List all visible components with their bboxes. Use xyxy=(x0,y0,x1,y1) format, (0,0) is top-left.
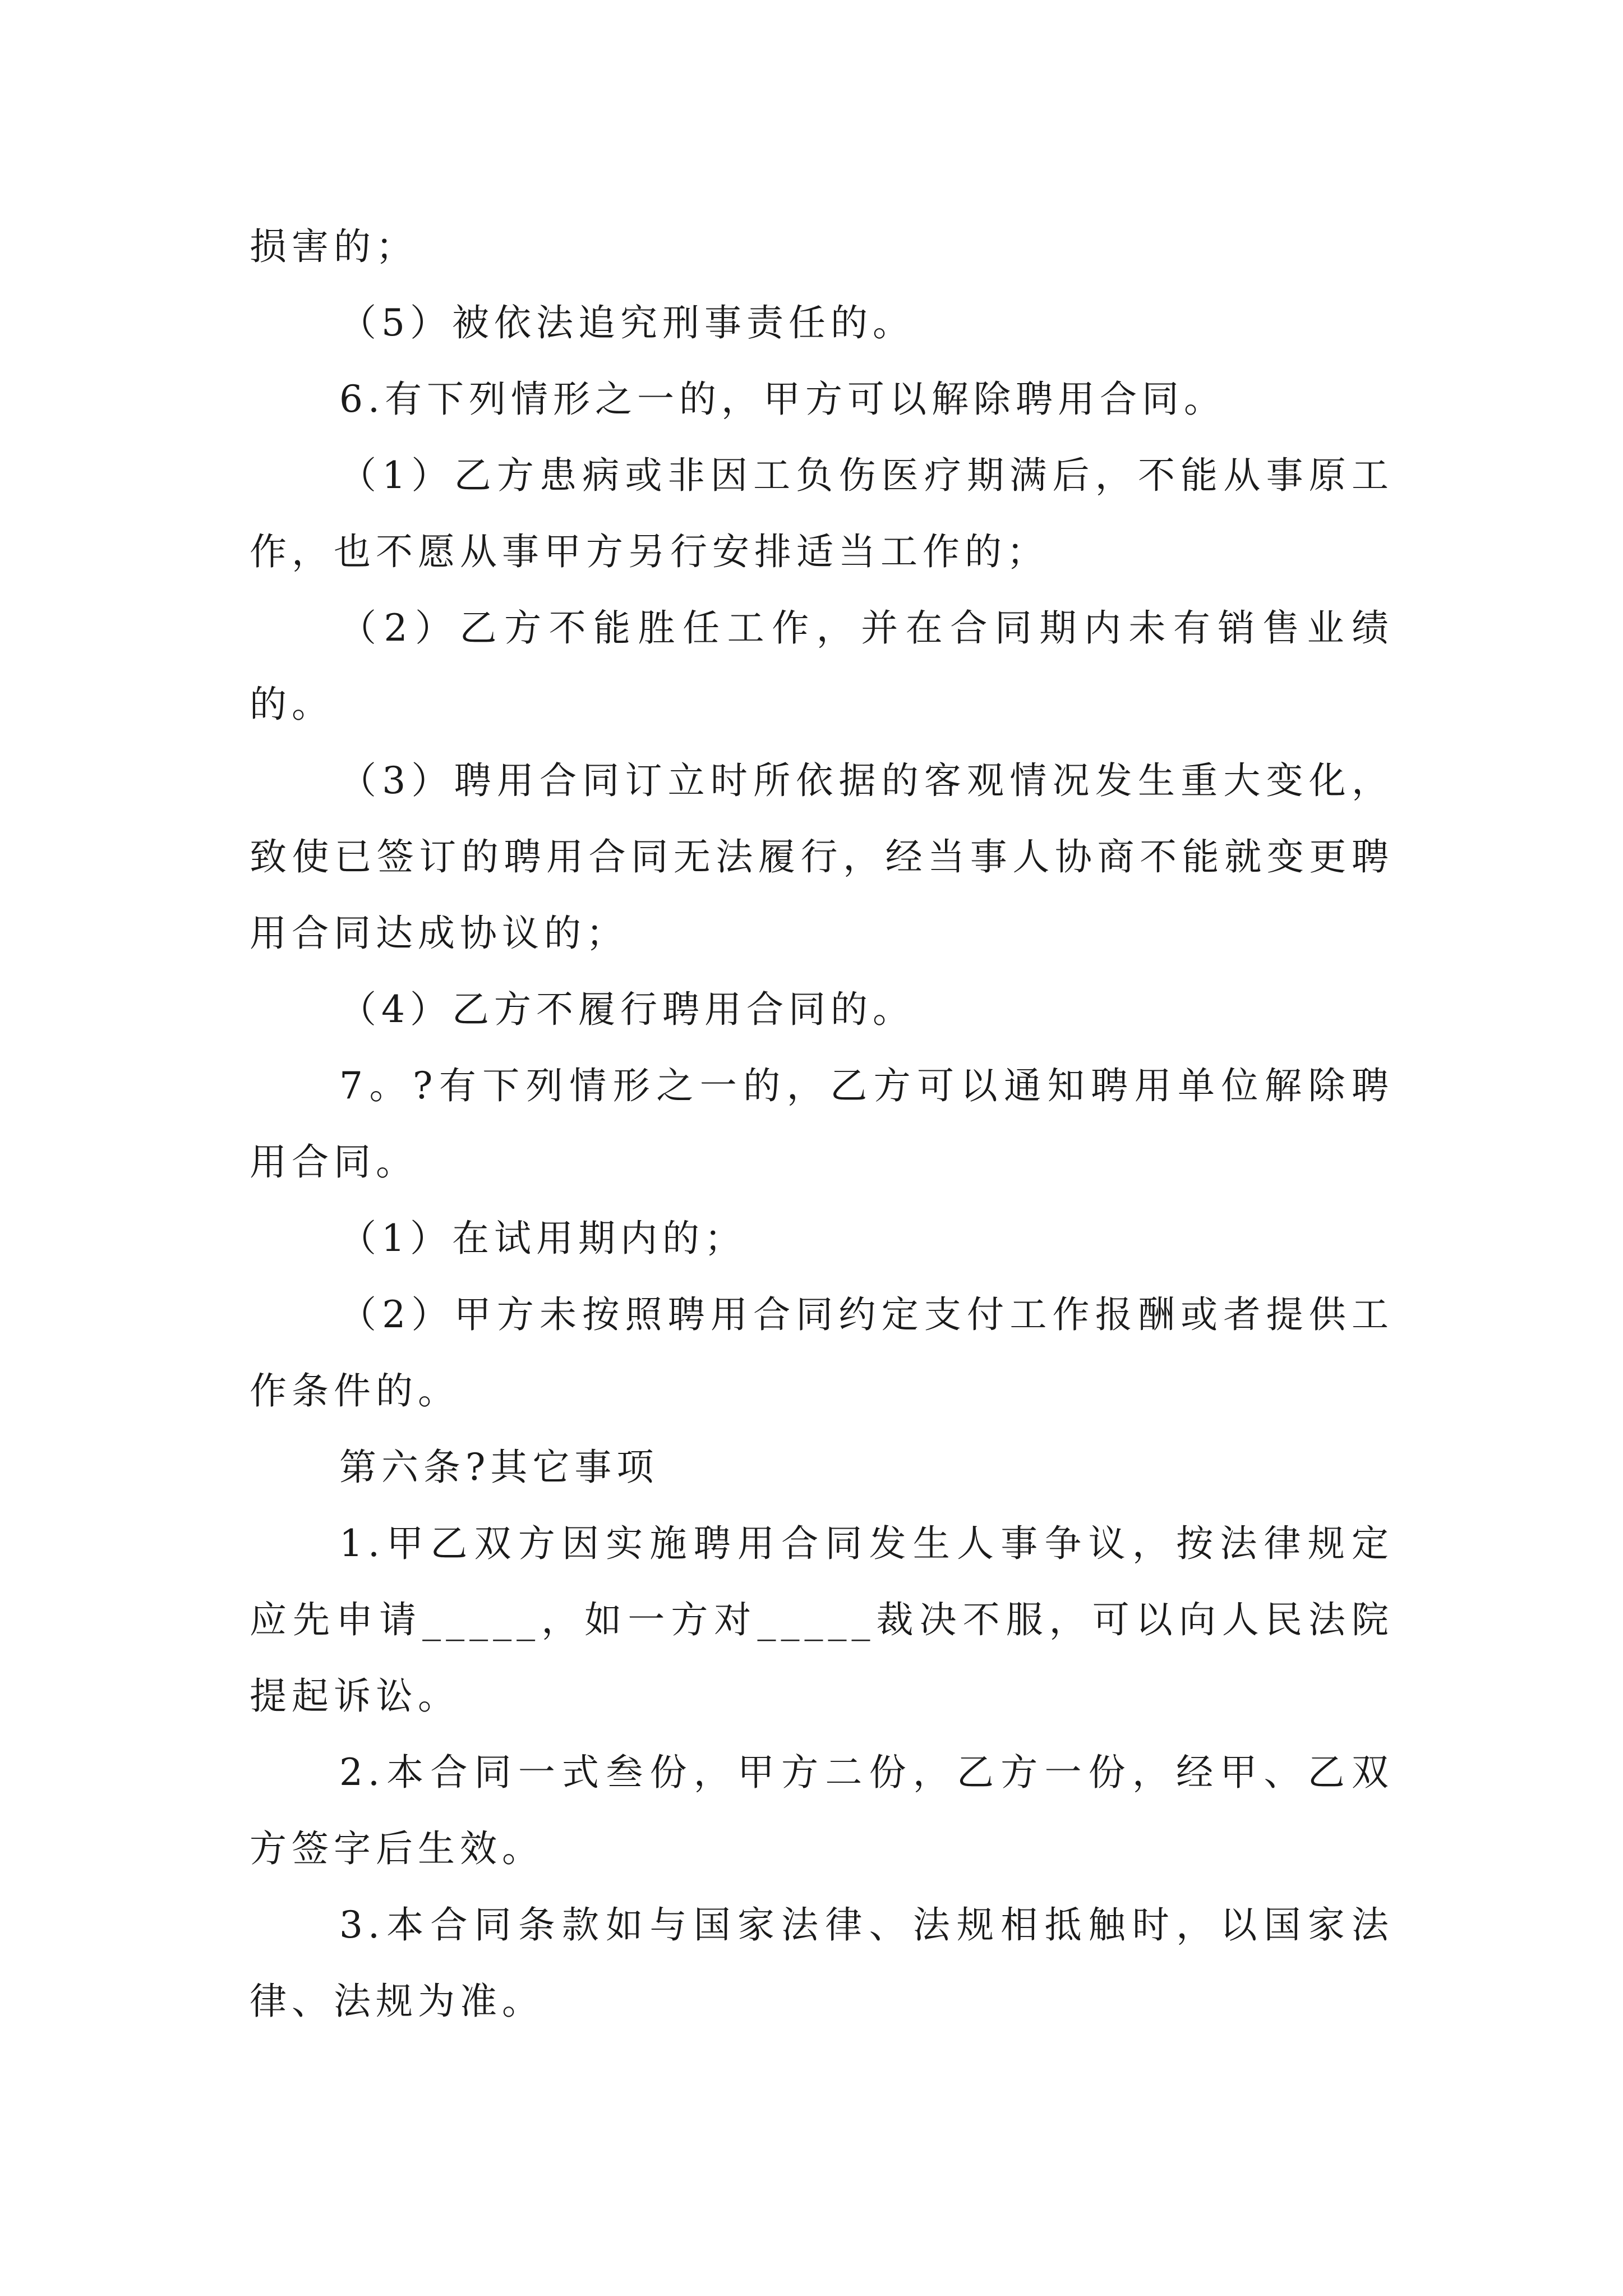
section-heading-article-6: 第六条?其它事项 xyxy=(339,1446,659,1489)
paragraph-clause-6-item-2: （2）乙方不能胜任工作，并在合同期内未有销售业绩的。 xyxy=(250,606,1394,726)
paragraph-clause-6-item-4: （4）乙方不履行聘用合同的。 xyxy=(339,988,915,1031)
paragraph-clause-6-item-1: （1）乙方患病或非因工负伤医疗期满后，不能从事原工作，也不愿从事甲方另行安排适当工作的； xyxy=(250,454,1394,573)
paragraph-continuation: 损害的； xyxy=(250,225,418,268)
paragraph-clause-6-item-3: （3）聘用合同订立时所依据的客观情况发生重大变化，致使已签订的聘用合同无法履行，经当事人协商不能就变更聘用合同达成协议的； xyxy=(250,759,1394,955)
paragraph-other-1: 1.甲乙双方因实施聘用合同发生人事争议，按法律规定应先申请_____，如一方对_____裁决不服，可以向人民法院提起诉讼。 xyxy=(250,1522,1394,1718)
paragraph-other-2: 2.本合同一式叁份，甲方二份，乙方一份，经甲、乙双方签字后生效。 xyxy=(250,1751,1394,1870)
paragraph-item-5: （5）被依法追究刑事责任的。 xyxy=(339,301,915,344)
paragraph-other-3: 3.本合同条款如与国家法律、法规相抵触时，以国家法律、法规为准。 xyxy=(250,1903,1394,2023)
paragraph-clause-7: 7。?有下列情形之一的，乙方可以通知聘用单位解除聘用合同。 xyxy=(250,1064,1394,1184)
paragraph-clause-7-item-2: （2）甲方未按照聘用合同约定支付工作报酬或者提供工作条件的。 xyxy=(250,1293,1394,1412)
document-body xyxy=(250,209,1394,2040)
paragraph-clause-6: 6.有下列情形之一的，甲方可以解除聘用合同。 xyxy=(339,378,1226,421)
paragraph-clause-7-item-1: （1）在试用期内的； xyxy=(339,1217,746,1260)
